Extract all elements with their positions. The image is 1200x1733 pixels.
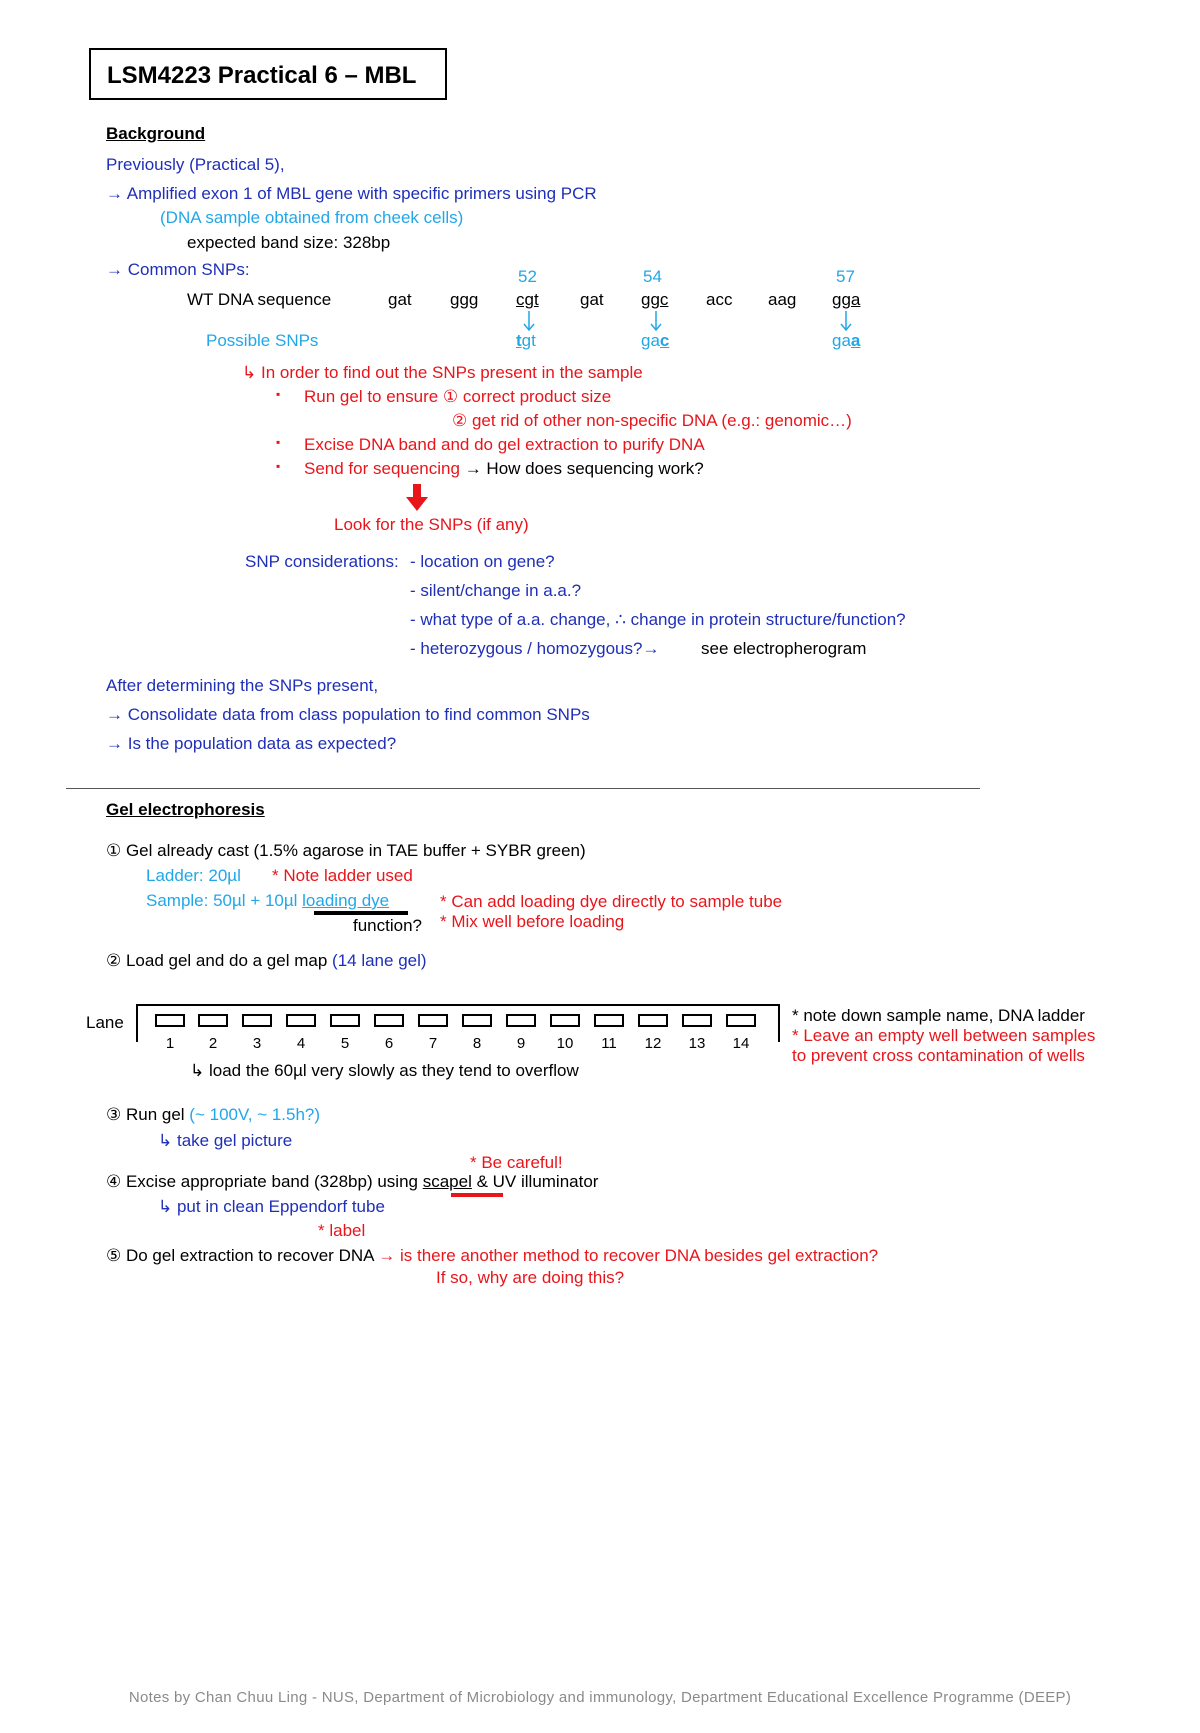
- snp-54-arrow-icon: [649, 310, 663, 332]
- well-14: [726, 1014, 756, 1027]
- snp-54-rest: ga: [641, 331, 660, 350]
- consideration-3: - what type of a.a. change, ∴ change in protein structure/function?: [410, 610, 906, 629]
- codon-1: gat: [388, 290, 412, 309]
- another-method-question: → is there another method to recover DNA besides gel extraction?: [378, 1246, 879, 1265]
- well-7: [418, 1014, 448, 1027]
- consideration-4: - heterozygous / homozygous?→: [410, 639, 660, 658]
- gel-step-2-text: ② Load gel and do a gel map: [106, 951, 328, 970]
- dye-note-2: * Mix well before loading: [440, 912, 625, 931]
- gel-top-edge: [136, 1004, 780, 1006]
- gel-left-edge: [136, 1004, 138, 1042]
- eppendorf-text: ↳ put in clean Eppendorf tube: [158, 1197, 385, 1216]
- gel-step-1: ① Gel already cast (1.5% agarose in TAE buffer + SYBR green): [106, 841, 586, 860]
- take-picture-text: ↳ take gel picture: [158, 1131, 293, 1150]
- lane-number: 6: [384, 1035, 394, 1052]
- background-heading: Background: [106, 124, 206, 143]
- lane-number: 3: [252, 1035, 262, 1052]
- lane-number: 2: [208, 1035, 218, 1052]
- consideration-2: - silent/change in a.a.?: [410, 581, 582, 600]
- scapel-underline: [451, 1193, 503, 1197]
- well-3: [242, 1014, 272, 1027]
- label-note: * label: [318, 1221, 366, 1240]
- bullet-2-text: Excise DNA band and do gel extraction to purify DNA: [304, 435, 705, 454]
- lane-number: 1: [165, 1035, 175, 1052]
- codon-4: gat: [580, 290, 604, 309]
- section-divider: [66, 788, 980, 789]
- common-snps-text: → Common SNPs:: [106, 260, 250, 279]
- well-1: [155, 1014, 185, 1027]
- position-54: 54: [643, 267, 662, 286]
- bullet-3-mark: ▪: [276, 459, 281, 473]
- gel-step-5: [106, 1246, 878, 1266]
- title-box: [89, 48, 447, 100]
- lane-number: 4: [296, 1035, 306, 1052]
- codon-6: acc: [706, 290, 733, 309]
- note-empty-well-2: to prevent cross contamination of wells: [792, 1046, 1085, 1065]
- snp-52-rest: gt: [521, 331, 536, 350]
- note-sample-name: * note down sample name, DNA ladder: [792, 1006, 1085, 1025]
- previously-text: Previously (Practical 5),: [106, 155, 285, 174]
- gel-right-edge: [778, 1004, 780, 1042]
- lane-number: 14: [732, 1035, 750, 1052]
- snp-52-arrow-icon: [522, 310, 536, 332]
- snp-54-mutation: c: [659, 331, 670, 350]
- dye-note-1: * Can add loading dye directly to sample tube: [440, 892, 783, 911]
- gel-step-2: [106, 951, 427, 971]
- consolidate-text: → Consolidate data from class population to find common SNPs: [106, 705, 590, 724]
- well-13: [682, 1014, 712, 1027]
- snp-57-mutation: a: [850, 331, 861, 350]
- be-careful-note: * Be careful!: [470, 1153, 563, 1172]
- snp-57-arrow-icon: [839, 310, 853, 332]
- sample-prefix: Sample: 50µl + 10µl: [146, 891, 303, 910]
- position-52: 52: [518, 267, 537, 286]
- excise-text: ④ Excise appropriate band (328bp) using: [106, 1172, 423, 1191]
- bullet-3-text: [304, 459, 704, 479]
- well-6: [374, 1014, 404, 1027]
- possible-snps-label: Possible SNPs: [206, 331, 319, 350]
- well-11: [594, 1014, 624, 1027]
- scapel-word: scapel: [422, 1172, 472, 1191]
- bullet-1-text: Run gel to ensure ① correct product size: [304, 387, 612, 406]
- lane-number: 7: [428, 1035, 438, 1052]
- dna-sample-text: (DNA sample obtained from cheek cells): [160, 208, 464, 227]
- note-empty-well-1: * Leave an empty well between samples: [792, 1026, 1096, 1045]
- why-question: If so, why are doing this?: [436, 1268, 625, 1287]
- lane-count: (14 lane gel): [332, 951, 427, 970]
- snp-considerations-label: SNP considerations:: [245, 552, 399, 571]
- loading-dye-underline: [314, 911, 408, 915]
- codon-2: ggg: [450, 290, 479, 309]
- load-slowly-text: ↳ load the 60µl very slowly as they tend to overflow: [190, 1061, 579, 1080]
- position-57: 57: [836, 267, 855, 286]
- function-question: function?: [353, 916, 422, 935]
- page-title: LSM4223 Practical 6 – MBL: [107, 62, 417, 89]
- bullet-1-mark: ▪: [276, 387, 281, 401]
- uv-illuminator-text: & UV illuminator: [471, 1172, 599, 1191]
- well-12: [638, 1014, 668, 1027]
- band-size-text: expected band size: 328bp: [187, 233, 391, 252]
- snp-54-variant: [641, 331, 669, 351]
- gel-extraction-text: ⑤ Do gel extraction to recover DNA: [106, 1246, 374, 1265]
- well-2: [198, 1014, 228, 1027]
- codon-3: cgt: [516, 290, 539, 309]
- consideration-1: - location on gene?: [410, 552, 555, 571]
- well-8: [462, 1014, 492, 1027]
- snp-57-rest: ga: [832, 331, 851, 350]
- lane-number: 11: [601, 1035, 617, 1052]
- run-gel-conditions: (~ 100V, ~ 1.5h?): [189, 1105, 321, 1124]
- bullet-1b-text: ② get rid of other non-specific DNA (e.g.: genomic…): [452, 411, 852, 430]
- lane-number: 9: [516, 1035, 526, 1052]
- ladder-note: * Note ladder used: [272, 866, 413, 885]
- well-9: [506, 1014, 536, 1027]
- codon-7: aag: [768, 290, 797, 309]
- wt-dna-label: WT DNA sequence: [187, 290, 332, 309]
- is-population-text: → Is the population data as expected?: [106, 734, 397, 753]
- amplified-text: → Amplified exon 1 of MBL gene with specific primers using PCR: [106, 184, 597, 203]
- ladder-text: Ladder: 20µl: [146, 866, 241, 885]
- well-4: [286, 1014, 316, 1027]
- well-10: [550, 1014, 580, 1027]
- gel-step-3: [106, 1105, 320, 1125]
- snp-57-variant: [832, 331, 860, 351]
- lane-number: 8: [472, 1035, 482, 1052]
- codon-8: gga: [832, 290, 861, 309]
- snp-52-variant: [516, 331, 536, 351]
- bullet-2-mark: ▪: [276, 435, 281, 449]
- gel-step-4: [106, 1172, 598, 1192]
- after-determining-text: After determining the SNPs present,: [106, 676, 379, 695]
- see-electropherogram: see electropherogram: [701, 639, 867, 658]
- gel-heading: Gel electrophoresis: [106, 800, 265, 819]
- lane-label: Lane: [86, 1013, 124, 1032]
- snp-52-mutation: t: [516, 331, 522, 350]
- codon-5: ggc: [641, 290, 669, 309]
- lane-number: 13: [688, 1035, 706, 1052]
- lane-number: 12: [644, 1035, 662, 1052]
- look-for-snps: Look for the SNPs (if any): [334, 515, 529, 534]
- page-footer: Notes by Chan Chuu Ling - NUS, Department of Microbiology and immunology, Department Educational Excellence Programme (DEEP): [128, 1689, 1072, 1706]
- sample-text: [146, 891, 389, 911]
- well-5: [330, 1014, 360, 1027]
- lane-number: 10: [556, 1035, 574, 1052]
- how-sequencing: → How does sequencing work?: [464, 459, 704, 478]
- send-sequencing: Send for sequencing: [304, 459, 460, 478]
- in-order-text: ↳ In order to find out the SNPs present in the sample: [242, 363, 643, 382]
- run-gel-text: ③ Run gel: [106, 1105, 185, 1124]
- lane-number: 5: [340, 1035, 350, 1052]
- big-down-arrow-icon: [406, 484, 428, 512]
- loading-dye: loading dye: [302, 891, 390, 910]
